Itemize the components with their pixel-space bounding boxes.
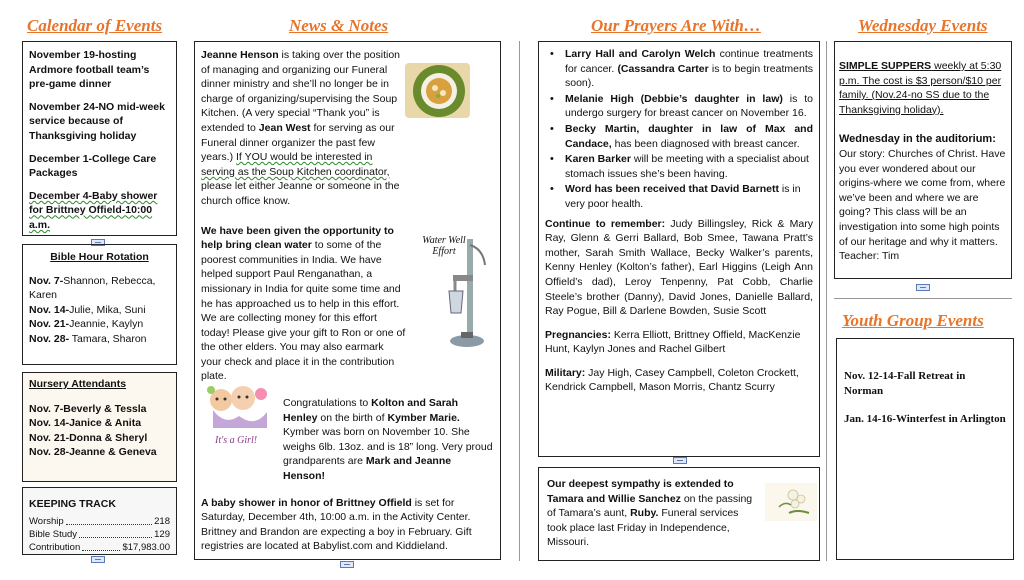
news-item-funeral: Jeanne Henson is taking over the position of managing and organizing our Funeral dinner ministry and she’ll no longer be in charge of organizing/supervising the Soup Kitchen. (A very special “Thank you” is extended to Jean West for serving as our Funeral dinner organizer the past few years.) If YOU would be interested in serving as the Soup Kitchen coordinator, please let either Jeanne or someone in the church office know. <box>201 49 401 207</box>
nursery-row: Nov. 21-Donna & Sheryl <box>29 431 148 444</box>
nursery-box <box>22 372 177 482</box>
calendar-event: December 4-Baby shower for Brittney Offield-10:00 a.m. <box>29 189 158 231</box>
column-divider <box>519 41 520 561</box>
sympathy-box <box>538 467 820 561</box>
soup-kitchen-image <box>405 63 470 118</box>
youth-event: Nov. 12-14-Fall Retreat in Norman <box>844 370 966 397</box>
wednesday-header: Wednesday Events <box>858 16 988 35</box>
wednesday-box <box>834 41 1012 279</box>
prayer-item: • Larry Hall and Carolyn Welch continue treatments for cancer. (Cassandra Carter is to begin treatments soon). <box>545 47 813 91</box>
continue-remember: Continue to remember: Judy Billingsley, Rick & Mary Ray, Glenn & Gerri Ballard, Bob Smee, Tawana Pratt’s mother, Sarah Smith Wallace, Becky Walker’s parents, Kenny Henley (Kolton’s father), Earl Higgins (Leigh Ann Offield’s dad), Leroy Tenpenny, Pat Cobb, Charlie Steele’s brother (Danny), David Jones, Danielle Ballard, Ray Pogue, Bill & Darlene Bowden, Susie Scott <box>545 217 813 318</box>
youth-header: Youth Group Events <box>842 311 984 330</box>
prayer-item: • Melanie High (Debbie’s daughter in law) is to undergo surgery for breast cancer on November 16. <box>545 92 813 121</box>
nursery-row: Nov. 28-Jeanne & Geneva <box>29 446 157 459</box>
auditorium-text: Our story: Churches of Christ. Have you ever wondered about our origins-where we come from, where we’ve been and where we are going? This class will be an investigation into some high points of our heritage and why it matters. Teacher: Tim <box>839 147 1006 263</box>
bible-hour-title: Bible Hour Rotation <box>50 251 149 263</box>
auditorium-title: Wednesday in the auditorium: <box>839 133 996 146</box>
calendar-event: November 24-NO mid-week service because of Thanksgiving holiday <box>29 100 165 142</box>
prayer-item: • Word has been received that David Barnett is in very poor health. <box>545 182 813 211</box>
nursery-row: Nov. 14-Janice & Anita <box>29 417 142 430</box>
anchor-marker-icon <box>673 457 687 464</box>
anchor-marker-icon <box>340 561 354 568</box>
prayers-header: Our Prayers Are With… <box>591 16 761 35</box>
youth-event: Jan. 14-16-Winterfest in Arlington <box>844 413 1006 426</box>
news-box <box>194 41 501 560</box>
nursery-row: Nov. 7-Beverly & Tessla <box>29 402 147 415</box>
prayer-item: • Karen Barker will be meeting with a specialist about stomach issues she’s been having. <box>545 152 813 181</box>
keeping-track-row: Bible Study 129 <box>29 528 170 540</box>
bible-hour-row: Nov. 21-Jeannie, Kaylyn <box>29 318 144 331</box>
calendar-event: November 19-hosting Ardmore football team’s pre-game dinner <box>29 49 150 91</box>
simple-suppers: SIMPLE SUPPERS weekly at 5:30 p.m. The cost is $3 person/$10 per family. (Nov.24-no SS due to the Thanksgiving holiday). <box>839 60 1002 116</box>
news-item-shower: A baby shower in honor of Brittney Offield is set for Saturday, December 4th, 10:00 a.m. in the Activity Center. Brittney and Brandon are expecting a boy in February. Gift registries are located at Babylist.com and Kiddieland. <box>201 496 472 553</box>
news-item-water: We have been given the opportunity to help bring clean water to some of the poorest communities in India. We have helped support Paul Renganathan, a missionary in India for quite some time and he has approached us to help in this effort. We are collecting money for this effort today! Please give your gift to Ron or one of the other elders. You may also earmark your check and place it in the contribution plate. <box>201 224 406 383</box>
water-well-image: Water Well Effort <box>419 235 489 350</box>
column-divider <box>826 41 827 561</box>
anchor-marker-icon <box>91 556 105 563</box>
calendar-event: December 1-College Care Packages <box>29 152 157 180</box>
military: Military: Jay High, Casey Campbell, Coleton Crockett, Kendrick Campbell, Mason Morris, Chantz Scurry <box>545 366 799 394</box>
prayers-box <box>538 41 820 457</box>
calendar-header: Calendar of Events <box>27 16 163 35</box>
nursery-title: Nursery Attendants <box>29 378 127 390</box>
bible-hour-row: Nov. 28- Tamara, Sharon <box>29 332 147 345</box>
news-header: News & Notes <box>289 16 389 35</box>
anchor-marker-icon <box>916 284 930 291</box>
sympathy-text: Our deepest sympathy is extended to Tamara and Willie Sanchez on the passing of Tamara’s aunt, Ruby. Funeral services took place last Friday in Independence, Missouri. <box>547 478 753 549</box>
baby-girl-image: It's a Girl! <box>205 382 275 444</box>
bible-hour-row: Nov. 14-Julie, Mika, Suni <box>29 303 146 316</box>
keeping-track-row: Contribution $17,983.00 <box>29 541 170 553</box>
youth-box <box>836 338 1014 560</box>
keeping-track-title: KEEPING TRACK <box>29 498 116 510</box>
keeping-track-box <box>22 487 177 555</box>
news-item-birth: Congratulations to Kolton and Sarah Henley on the birth of Kymber Marie. Kymber was born on November 10. She weighs 6lb. 13oz. and is 18” long. Very proud grandparents are Mark and Jeanne Henson! <box>283 397 493 483</box>
keeping-track-row: Worship 218 <box>29 515 170 527</box>
pregnancies: Pregnancies: Kerra Elliott, Brittney Offield, MacKenzie Hunt, Kaylyn Jones and Rachel Gilbert <box>545 328 801 356</box>
bible-hour-box <box>22 244 177 365</box>
calendar-box <box>22 41 177 236</box>
section-divider <box>834 298 1012 299</box>
flowers-image <box>765 483 817 521</box>
prayer-item: • Becky Martin, daughter in law of Max and Candace, has been diagnosed with breast cancer. <box>545 122 813 151</box>
bible-hour-row: Nov. 7-Shannon, Rebecca, Karen <box>29 274 156 302</box>
